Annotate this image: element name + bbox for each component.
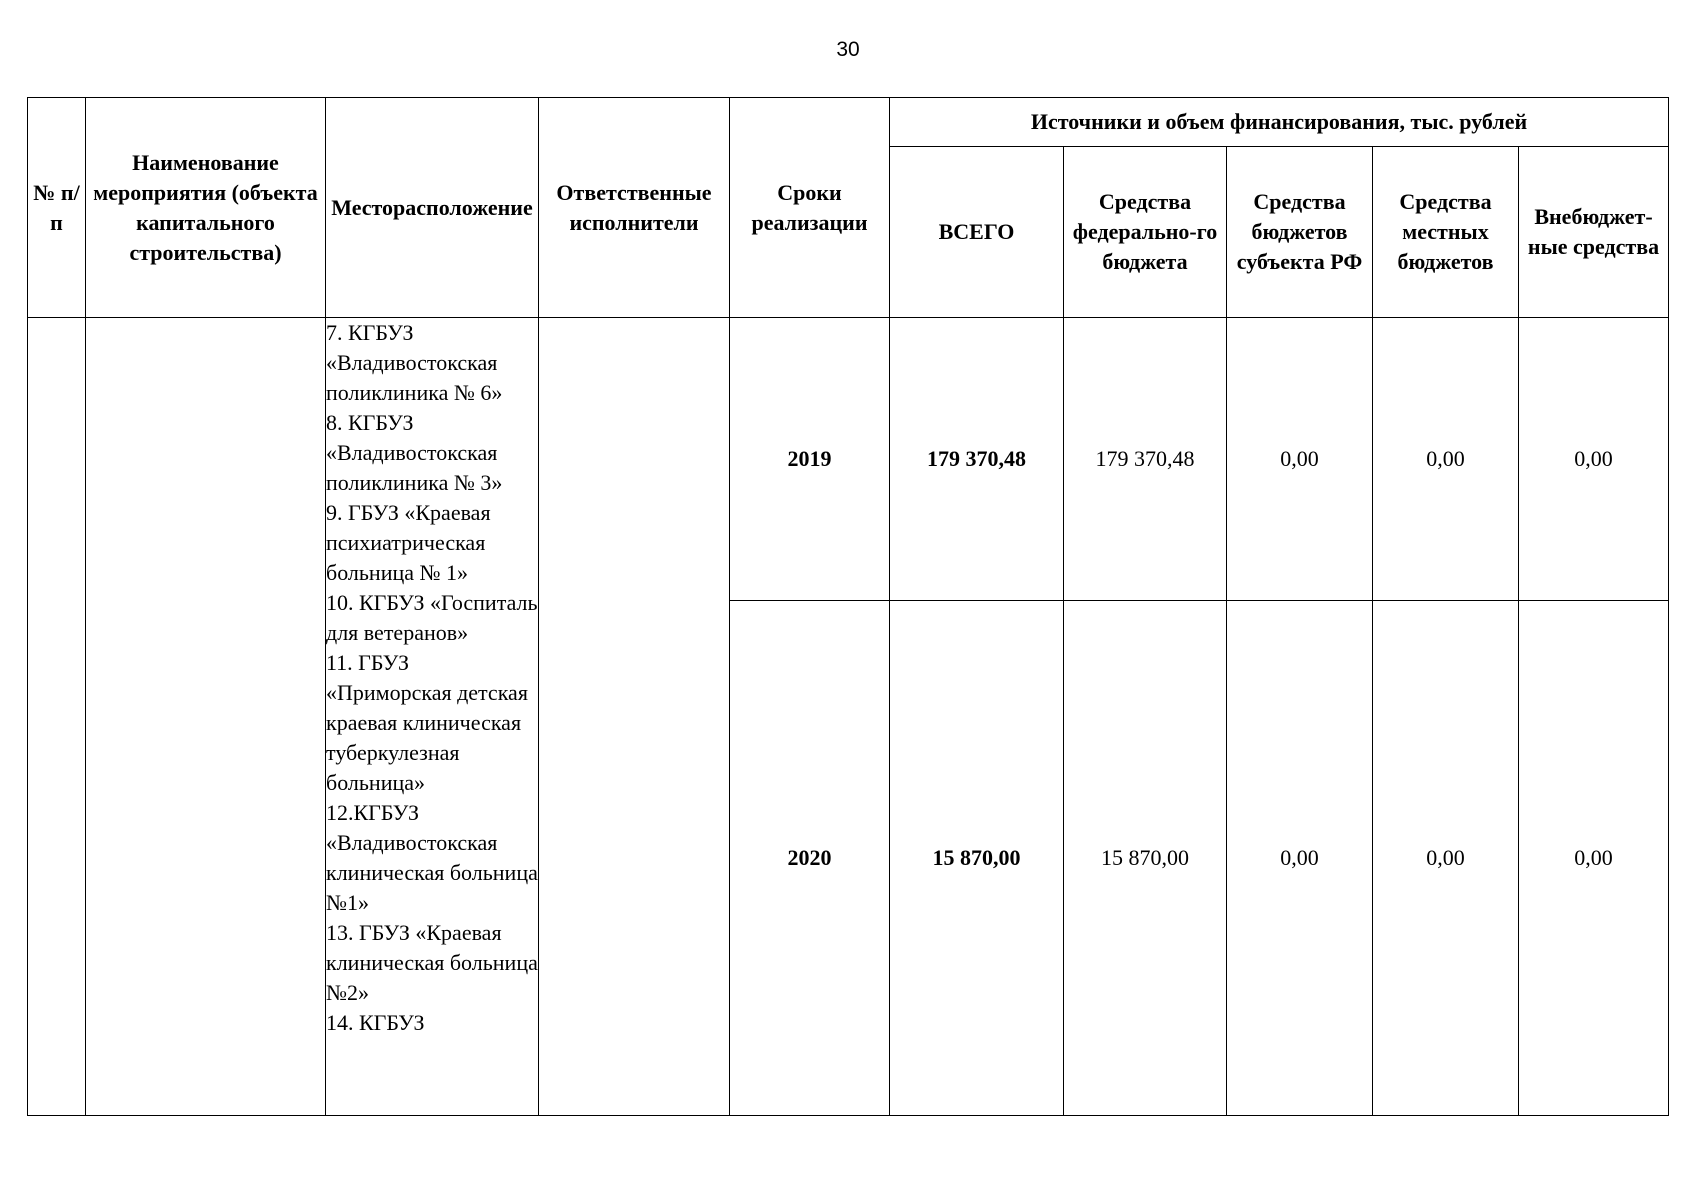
cell-total: 15 870,00 [890,601,1064,1116]
header-num: № п/п [28,98,86,318]
cell-federal: 15 870,00 [1064,601,1227,1116]
cell-offbudget: 0,00 [1519,318,1669,601]
header-executors: Ответственные исполнители [539,98,730,318]
header-offbudget: Внебюджет-ные средства [1519,147,1669,318]
header-funding-group: Источники и объем финансирования, тыс. рублей [890,98,1669,147]
header-location: Месторасположение [326,98,539,318]
page-number: 30 [836,38,860,61]
cell-total: 179 370,48 [890,318,1064,601]
cell-offbudget: 0,00 [1519,601,1669,1116]
cell-num [28,318,86,1116]
table-row [28,318,1669,601]
cell-subject: 0,00 [1227,318,1373,601]
cell-location: 7. КГБУЗ «Владивостокская поликлиника № 6» 8. КГБУЗ «Владивостокская поликлиника № 3» 9. ГБУЗ «Краевая психиатрическая больница № 1» 10. КГБУЗ «Госпиталь для ветеранов» 11. ГБУЗ «Приморская детская краевая клиническая туберкулезная больница» 12.КГБУЗ «Владивостокская клиническая больница №1» 13. ГБУЗ «Краевая клиническая больница №2» 14. КГБУЗ [326,318,539,1116]
cell-year: 2019 [730,318,890,601]
header-subject: Средства бюджетов субъекта РФ [1227,147,1373,318]
cell-local: 0,00 [1373,318,1519,601]
funding-table [27,97,1669,1116]
cell-federal: 179 370,48 [1064,318,1227,601]
cell-year: 2020 [730,601,890,1116]
header-federal: Средства федерально-го бюджета [1064,147,1227,318]
cell-executors [539,318,730,1116]
cell-name [86,318,326,1116]
header-period: Сроки реализации [730,98,890,318]
cell-subject: 0,00 [1227,601,1373,1116]
header-name: Наименование мероприятия (объекта капитального строительства) [86,98,326,318]
cell-local: 0,00 [1373,601,1519,1116]
header-local: Средства местных бюджетов [1373,147,1519,318]
header-row-1 [28,98,1669,147]
header-total: ВСЕГО [890,147,1064,318]
